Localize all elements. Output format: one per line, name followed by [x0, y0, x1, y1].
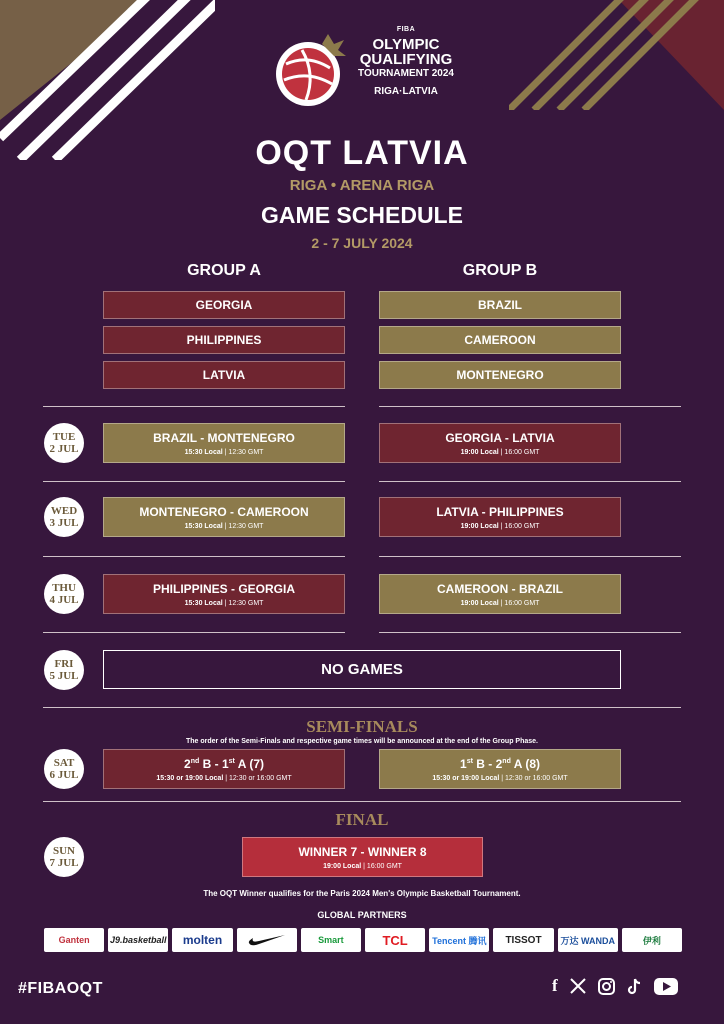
day-date: 3 JUL	[49, 517, 79, 529]
game-local-time: 15:30 or 19:00 Local	[156, 774, 224, 782]
game-match: GEORGIA - LATVIA	[445, 430, 555, 445]
semifinal-card: 1st B - 2nd A (8) 15:30 or 19:00 Local | 12:30 or 16:00 GMT	[379, 749, 621, 789]
game-gmt-time: 12:30 or 16:00 GMT	[229, 774, 292, 782]
game-local-time: 15:30 or 19:00 Local	[432, 774, 500, 782]
final-title: FINAL	[335, 810, 389, 829]
day-date: 4 JUL	[49, 594, 79, 606]
qualifier-note: The OQT Winner qualifies for the Paris 2024 Men's Olympic Basketball Tournament.	[203, 889, 521, 898]
divider	[43, 632, 345, 633]
divider	[379, 406, 681, 407]
partner-logo-smart: Smart	[301, 928, 361, 952]
corner-stripes-right	[509, 0, 724, 110]
hashtag: #FIBAOQT	[18, 980, 103, 997]
group-a-title: GROUP A	[187, 262, 261, 279]
day-badge	[44, 423, 84, 463]
partner-logo-tissot: TISSOT	[493, 928, 553, 952]
partner-logo-molten: molten	[172, 928, 232, 952]
semifinals-note: The order of the Semi-Finals and respective game times will be announced at the end of the Group Phase.	[185, 738, 539, 745]
day-date: 5 JUL	[49, 670, 79, 682]
partners-title: GLOBAL PARTNERS	[317, 910, 407, 920]
logo-line-olympic: OLYMPIC	[372, 36, 440, 53]
basketball-logo-icon	[272, 24, 352, 112]
semifinals-title: SEMI-FINALS	[306, 717, 418, 736]
schedule-title: GAME SCHEDULE	[261, 202, 463, 228]
divider	[379, 481, 681, 482]
day-of-week: TUE	[52, 431, 76, 443]
semifinal-card: 2nd B - 1st A (7) 15:30 or 19:00 Local | 12:30 or 16:00 GMT	[103, 749, 345, 789]
partner-logo-ganten: Ganten	[44, 928, 104, 952]
game-gmt-time: 16:00 GMT	[504, 522, 540, 530]
game-local-time: 19:00 Local	[460, 599, 499, 607]
day-of-week: WED	[50, 505, 78, 517]
logo-line-tournament: TOURNAMENT 2024	[358, 68, 454, 79]
partner-logo-tencent: Tencent 腾讯	[429, 928, 489, 952]
game-card: CAMEROON - BRAZIL 19:00 Local | 16:00 GMT	[379, 574, 621, 614]
day-of-week: FRI	[54, 658, 74, 670]
game-local-time: 15:30 Local	[184, 522, 223, 530]
semifinal-match: 2nd B - 1st A (7)	[184, 756, 264, 771]
semifinal-match: 1st B - 2nd A (8)	[460, 756, 540, 771]
game-match: CAMEROON - BRAZIL	[437, 581, 563, 596]
day-badge	[44, 749, 84, 789]
logo-line-location: RIGA·LATVIA	[374, 86, 438, 97]
game-card: BRAZIL - MONTENEGRO 15:30 Local | 12:30 GMT	[103, 423, 345, 463]
day-badge	[44, 837, 84, 877]
game-match: MONTENEGRO - CAMEROON	[139, 504, 309, 519]
group-a-team: LATVIA	[103, 361, 345, 389]
game-local-time: 15:30 Local	[184, 448, 223, 456]
day-date: 2 JUL	[49, 443, 79, 455]
game-gmt-time: 12:30 GMT	[228, 522, 264, 530]
divider	[43, 406, 345, 407]
venue: RIGA • ARENA RIGA	[289, 177, 435, 194]
partner-logo-nike	[237, 928, 297, 952]
final-match: WINNER 7 - WINNER 8	[298, 844, 427, 859]
facebook-icon[interactable]: f	[552, 976, 558, 995]
tiktok-icon[interactable]	[627, 978, 642, 995]
day-date: 7 JUL	[49, 857, 79, 869]
x-twitter-icon[interactable]	[570, 978, 586, 994]
game-match: LATVIA - PHILIPPINES	[436, 504, 564, 519]
day-of-week: SAT	[53, 757, 75, 769]
partner-logo-wanda: 万达 WANDA	[558, 928, 618, 952]
game-card: LATVIA - PHILIPPINES 19:00 Local | 16:00 GMT	[379, 497, 621, 537]
day-badge	[44, 574, 84, 614]
game-gmt-time: 12:30 or 16:00 GMT	[505, 774, 568, 782]
day-date: 6 JUL	[49, 769, 79, 781]
final-gmt-time: 16:00 GMT	[366, 862, 402, 870]
group-a-team: GEORGIA	[103, 291, 345, 319]
page-title: OQT LATVIA	[255, 134, 469, 172]
instagram-icon[interactable]	[598, 978, 615, 995]
game-gmt-time: 16:00 GMT	[504, 599, 540, 607]
divider	[379, 556, 681, 557]
tournament-dates: 2 - 7 JULY 2024	[311, 235, 413, 251]
final-card: WINNER 7 - WINNER 8 19:00 Local | 16:00 GMT	[242, 837, 483, 877]
group-b-team: BRAZIL	[379, 291, 621, 319]
game-gmt-time: 12:30 GMT	[228, 599, 264, 607]
game-local-time: 19:00 Local	[460, 522, 499, 530]
divider	[43, 556, 345, 557]
logo-fiba: FIBA	[396, 26, 416, 33]
day-of-week: SUN	[52, 845, 75, 857]
youtube-icon[interactable]	[654, 978, 678, 995]
nike-swoosh-icon	[247, 933, 287, 947]
game-match: BRAZIL - MONTENEGRO	[153, 430, 295, 445]
group-b-team: CAMEROON	[379, 326, 621, 354]
game-gmt-time: 16:00 GMT	[504, 448, 540, 456]
tournament-logo	[272, 24, 452, 116]
game-card: PHILIPPINES - GEORGIA 15:30 Local | 12:30 GMT	[103, 574, 345, 614]
game-local-time: 19:00 Local	[460, 448, 499, 456]
final-local-time: 19:00 Local	[323, 862, 362, 870]
divider	[43, 707, 681, 708]
partner-logo-yili: 伊利	[622, 928, 682, 952]
game-card: GEORGIA - LATVIA 19:00 Local | 16:00 GMT	[379, 423, 621, 463]
group-b-team: MONTENEGRO	[379, 361, 621, 389]
game-card: MONTENEGRO - CAMEROON 15:30 Local | 12:30 GMT	[103, 497, 345, 537]
game-local-time: 15:30 Local	[184, 599, 223, 607]
game-match: PHILIPPINES - GEORGIA	[152, 581, 296, 596]
group-a-team: PHILIPPINES	[103, 326, 345, 354]
game-gmt-time: 12:30 GMT	[228, 448, 264, 456]
divider	[43, 481, 345, 482]
divider	[43, 801, 681, 802]
day-of-week: THU	[52, 582, 76, 594]
day-badge	[44, 497, 84, 537]
social-links	[552, 976, 678, 996]
group-b-title: GROUP B	[462, 262, 538, 279]
partner-logo-tcl: TCL	[365, 928, 425, 952]
partners-row	[44, 928, 682, 952]
divider	[379, 632, 681, 633]
logo-line-qualifying: QUALIFYING	[359, 51, 453, 68]
day-badge	[44, 650, 84, 690]
no-games-box: NO GAMES	[103, 650, 621, 689]
partner-logo-j9: J9.basketball	[108, 928, 168, 952]
